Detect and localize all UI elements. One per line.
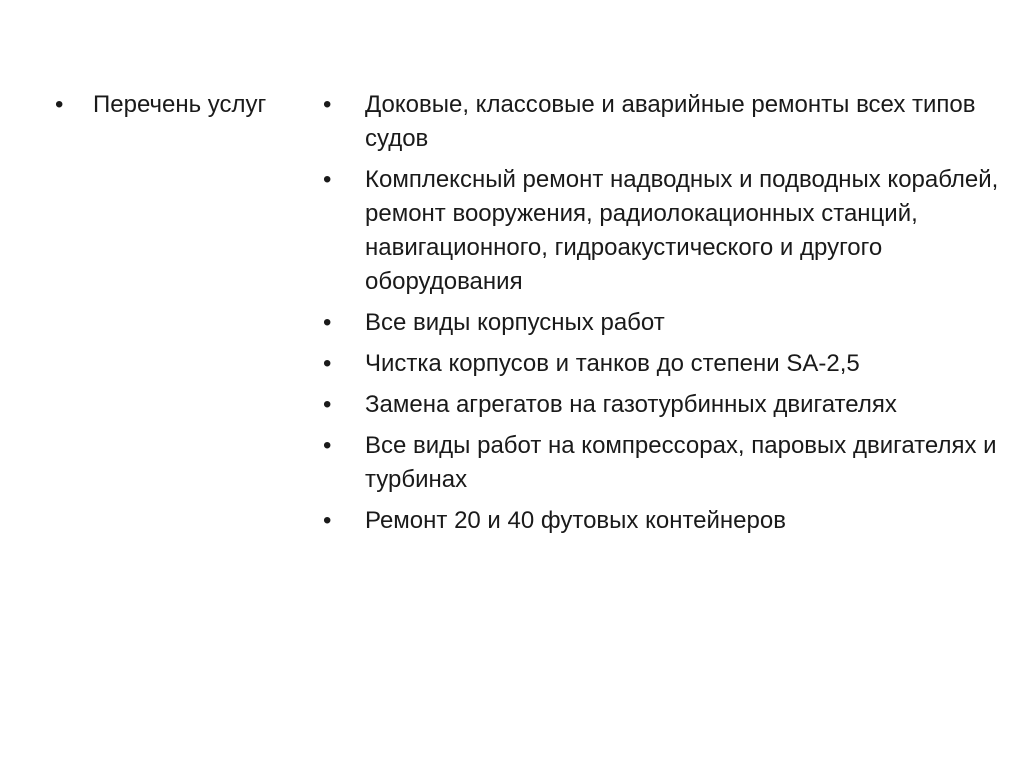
list-item [323,306,1003,340]
bullet-icon: • [323,432,332,459]
list-item [323,88,1003,156]
list-item-text: Перечень услуг [93,91,267,118]
left-column [55,88,315,129]
bullet-icon: • [323,391,332,418]
services-bullet-list [323,88,1003,538]
list-item-text: Все виды работ на компрессорах, паровых двигателях и турбинах [365,432,997,493]
list-item [323,163,1003,299]
right-column [323,88,1003,545]
list-item-services-heading [55,88,315,122]
list-item-text: Комплексный ремонт надводных и подводных кораблей, ремонт вооружения, радиолокационных станций, навигационного, гидроакустического и другого оборудования [365,166,999,295]
list-item [323,429,1003,497]
bullet-icon: • [323,91,332,118]
left-bullet-list [55,88,315,122]
list-item-text: Все виды корпусных работ [365,309,665,336]
bullet-icon: • [323,309,332,336]
bullet-icon: • [323,507,332,534]
list-item [323,347,1003,381]
list-item-text: Замена агрегатов на газотурбинных двигателях [365,391,897,418]
list-item-text: Ремонт 20 и 40 футовых контейнеров [365,507,786,534]
bullet-icon: • [323,166,332,193]
list-item [323,504,1003,538]
bullet-icon: • [55,91,64,118]
bullet-icon: • [323,350,332,377]
list-item-text: Доковые, классовые и аварийные ремонты всех типов судов [365,91,976,152]
list-item [323,388,1003,422]
list-item-text: Чистка корпусов и танков до степени SA-2,5 [365,350,860,377]
